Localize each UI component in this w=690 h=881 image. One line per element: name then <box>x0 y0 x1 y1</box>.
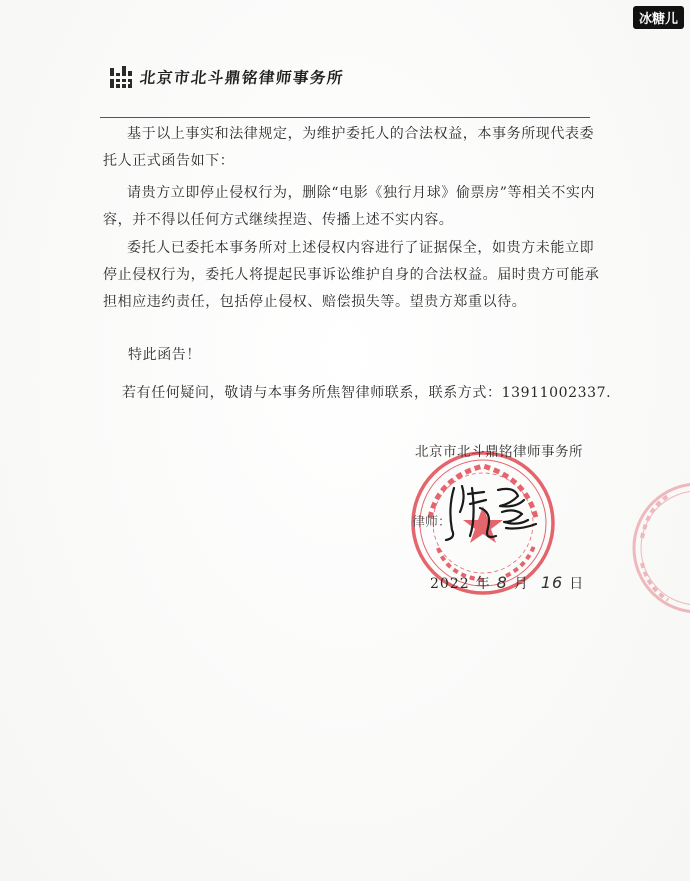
date-month-char: 月 <box>513 576 529 592</box>
lawyer-signature <box>440 478 550 548</box>
lawyer-label: 律师： <box>412 515 452 530</box>
header-divider <box>100 117 590 118</box>
partial-seal-stamp <box>628 478 690 618</box>
paragraph-contact: 若有任何疑问，敬请与本事务所焦智律师联系，联系方式：13911002337. <box>122 385 612 401</box>
letter-date <box>430 573 584 593</box>
firm-logo-icon <box>108 64 134 90</box>
watermark: 冰糖儿 <box>633 6 684 29</box>
paragraph-basis: 基于以上事实和法律规定，为维护委托人的合法权益，本事务所现代表委托人正式函告如下： <box>103 126 595 169</box>
date-year: 2022 <box>430 576 470 592</box>
letterhead <box>108 64 344 90</box>
letterhead-firm-name: 北京市北斗鼎铭律师事务所 <box>138 69 345 87</box>
date-month: 8 <box>496 573 508 592</box>
paragraph-notice: 委托人已委托本事务所对上述侵权内容进行了证据保全，如贵方未能立即停止侵权行为，委托人将提起民事诉讼维护自身的合法权益。届时贵方可能承担相应违约责任，包括停止侵权、赔偿损失等。望贵方郑重以待。 <box>103 240 600 310</box>
paragraph-demand: 请贵方立即停止侵权行为，删除“电影《独行月球》偷票房”等相关不实内容，并不得以任何方式继续捏造、传播上述不实内容。 <box>103 185 596 228</box>
date-year-char: 年 <box>475 576 491 592</box>
date-day: 16 <box>540 573 564 592</box>
date-day-char: 日 <box>569 576 585 592</box>
paragraph-closing: 特此函告！ <box>128 347 201 363</box>
signature-firm-name: 北京市北斗鼎铭律师事务所 <box>415 444 583 460</box>
